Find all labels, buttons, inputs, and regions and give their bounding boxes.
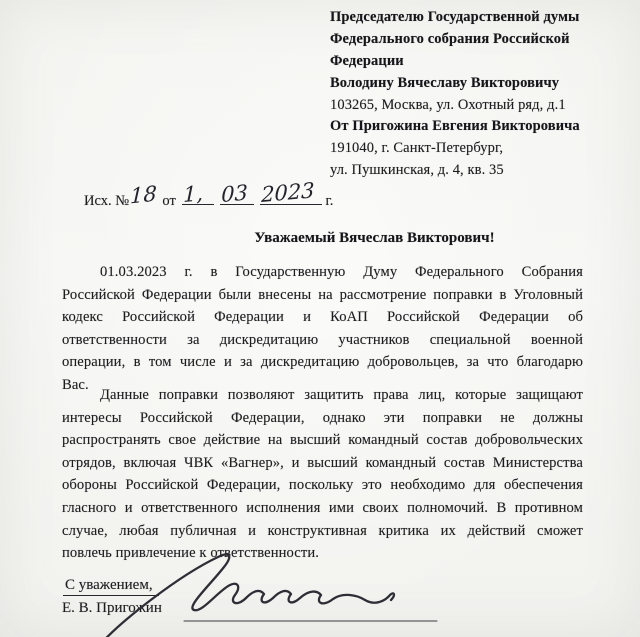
paragraph-line: гласного и ответственного исполнения ими своих полномочий. В противном	[62, 499, 583, 516]
reference-ot: от	[162, 193, 176, 209]
paragraph-line: кодекс Российской Федерации и КоАП Российской Федерации об	[62, 309, 583, 326]
sender-address-line: 191040, г. Санкт-Петербург,	[330, 140, 504, 156]
signer-name: Е. В. Пригожин	[62, 600, 162, 616]
reference-prefix: Исх. №	[84, 193, 130, 209]
sender-from-line: От Пригожина Евгения Викторовича	[330, 118, 580, 134]
paragraph-line: 01.03.2023 г. в Государственную Думу Федерального Собрания	[100, 264, 583, 280]
date-blank-year	[260, 178, 322, 207]
recipient-block	[330, 6, 630, 116]
sender-address-line: ул. Пушкинская, д. 4, кв. 35	[330, 162, 504, 178]
paragraph-line: Российской Федерации были внесены на рассмотрение поправки в Уголовный	[62, 286, 583, 303]
recipient-line: Федерального собрания Российской	[330, 31, 570, 47]
sender-block	[330, 115, 630, 181]
paragraph-line: обороны Российской Федерации, поскольку это необходимо для обеспечения	[62, 477, 583, 494]
paragraph-line: Вас.	[62, 376, 89, 393]
paragraph-line: случае, любая публичная и конструктивная критика их действий сможет	[62, 522, 583, 539]
handwritten-outgoing-number: 18	[129, 181, 158, 209]
reference-line	[84, 178, 334, 210]
date-blank-day	[182, 181, 214, 207]
handwritten-day: 1,	[183, 181, 204, 207]
reference-suffix: г.	[325, 193, 334, 209]
paragraph-line: интересы Российской Федерации, однако эти поправки не должны	[62, 409, 583, 426]
signature-scrawl-path	[96, 554, 394, 637]
paragraph-line: операции, в том числе и за дискредитацию добровольцев, за что благодарю	[62, 354, 583, 371]
salutation: Уважаемый Вячеслав Викторович!	[254, 230, 495, 246]
paragraph-line: Данные поправки позволяют защитить права лиц, которые защищают	[100, 387, 583, 403]
body-paragraph-2	[62, 384, 583, 565]
handwritten-year: 2023	[261, 178, 316, 207]
paragraph-line: повлечь привлечение к ответственности.	[62, 545, 320, 562]
closing-phrase: С уважением,	[63, 577, 159, 596]
handwritten-signature	[80, 545, 460, 637]
handwritten-month: 03	[221, 180, 249, 207]
date-blank-month	[220, 180, 254, 207]
paragraph-line: распространять свое действие на высший командный состав добровольческих	[62, 432, 583, 449]
recipient-line: Председателю Государственной думы	[330, 9, 580, 25]
paragraph-line: отрядов, включая ЧВК «Вагнер», и высший командный состав Министерства	[62, 454, 583, 471]
recipient-address: 103265, Москва, ул. Охотный ряд, д.1	[330, 97, 566, 113]
paragraph-line: ответственности за дискредитацию участников специальной военной	[62, 331, 583, 348]
recipient-line: Володину Вячеславу Викторовичу	[330, 75, 560, 91]
body-paragraph-1	[62, 261, 583, 397]
recipient-line: Федерации	[330, 53, 404, 69]
